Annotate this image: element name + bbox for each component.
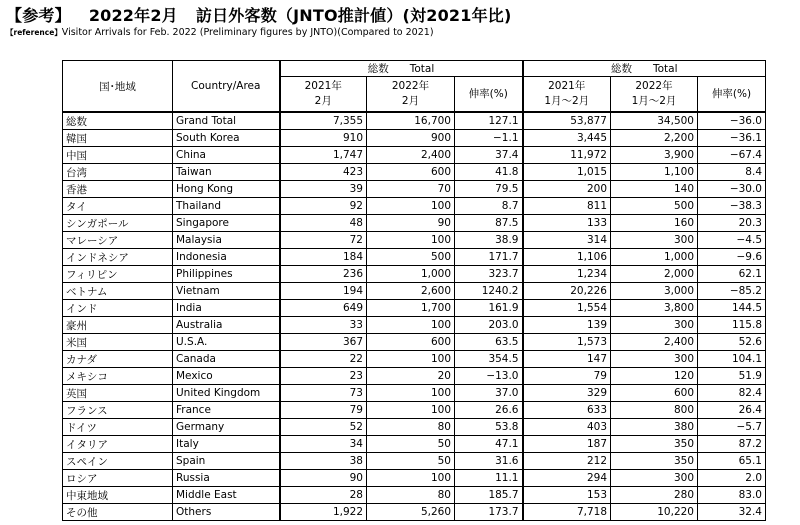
country-en-cell: U.S.A. xyxy=(173,334,280,351)
country-en-cell: Middle East xyxy=(173,487,280,504)
country-en-cell: Canada xyxy=(173,351,280,368)
table-row xyxy=(63,112,766,130)
value-cell: 350 xyxy=(611,453,698,470)
value-cell: 52 xyxy=(280,419,367,436)
country-en-cell: Philippines xyxy=(173,266,280,283)
value-cell: 34,500 xyxy=(611,112,698,130)
region-ja-cell: 中東地域 xyxy=(63,487,173,504)
value-cell: 82.4 xyxy=(698,385,766,402)
table-row xyxy=(63,283,766,300)
table-row xyxy=(63,198,766,215)
value-cell: 16,700 xyxy=(367,112,455,130)
region-ja-cell: スペイン xyxy=(63,453,173,470)
value-cell: 38.9 xyxy=(455,232,523,249)
value-cell: 70 xyxy=(367,181,455,198)
value-cell: 100 xyxy=(367,385,455,402)
value-cell: 37.4 xyxy=(455,147,523,164)
value-cell: 380 xyxy=(611,419,698,436)
value-cell: 153 xyxy=(523,487,611,504)
value-cell: 500 xyxy=(367,249,455,266)
value-cell: −67.4 xyxy=(698,147,766,164)
table-row xyxy=(63,147,766,164)
header-group-feb: 総数 Total xyxy=(280,61,523,77)
value-cell: 20 xyxy=(367,368,455,385)
value-cell: 194 xyxy=(280,283,367,300)
value-cell: 79 xyxy=(523,368,611,385)
value-cell: 83.0 xyxy=(698,487,766,504)
header-growth-janfeb: 伸率(%) xyxy=(698,77,766,113)
value-cell: 300 xyxy=(611,351,698,368)
value-cell: 1,100 xyxy=(611,164,698,181)
value-cell: 354.5 xyxy=(455,351,523,368)
value-cell: 50 xyxy=(367,436,455,453)
country-en-cell: France xyxy=(173,402,280,419)
value-cell: 10,220 xyxy=(611,504,698,521)
value-cell: 23 xyxy=(280,368,367,385)
table-row xyxy=(63,436,766,453)
value-cell: 73 xyxy=(280,385,367,402)
value-cell: 910 xyxy=(280,130,367,147)
value-cell: 100 xyxy=(367,317,455,334)
value-cell: −13.0 xyxy=(455,368,523,385)
value-cell: 37.0 xyxy=(455,385,523,402)
value-cell: 31.6 xyxy=(455,453,523,470)
region-ja-cell: ロシア xyxy=(63,470,173,487)
country-en-cell: Mexico xyxy=(173,368,280,385)
value-cell: 79 xyxy=(280,402,367,419)
country-en-cell: India xyxy=(173,300,280,317)
visitor-arrivals-table xyxy=(62,60,766,521)
value-cell: −5.7 xyxy=(698,419,766,436)
subtitle-reference: 【reference】 xyxy=(6,28,62,37)
value-cell: 173.7 xyxy=(455,504,523,521)
value-cell: 3,800 xyxy=(611,300,698,317)
value-cell: 2.0 xyxy=(698,470,766,487)
value-cell: 100 xyxy=(367,470,455,487)
value-cell: −9.6 xyxy=(698,249,766,266)
value-cell: 633 xyxy=(523,402,611,419)
table-row xyxy=(63,470,766,487)
subtitle-text: Visitor Arrivals for Feb. 2022 (Preliminary figures by JNTO)(Compared to 2021) xyxy=(61,27,434,38)
value-cell: 90 xyxy=(367,215,455,232)
region-ja-cell: 豪州 xyxy=(63,317,173,334)
country-en-cell: South Korea xyxy=(173,130,280,147)
region-ja-cell: ドイツ xyxy=(63,419,173,436)
value-cell: 51.9 xyxy=(698,368,766,385)
value-cell: 1240.2 xyxy=(455,283,523,300)
country-en-cell: Indonesia xyxy=(173,249,280,266)
value-cell: 5,260 xyxy=(367,504,455,521)
country-en-cell: Australia xyxy=(173,317,280,334)
country-en-cell: United Kingdom xyxy=(173,385,280,402)
value-cell: 203.0 xyxy=(455,317,523,334)
value-cell: 115.8 xyxy=(698,317,766,334)
table-row xyxy=(63,385,766,402)
value-cell: 403 xyxy=(523,419,611,436)
value-cell: 26.4 xyxy=(698,402,766,419)
region-ja-cell: 中国 xyxy=(63,147,173,164)
value-cell: 2,400 xyxy=(611,334,698,351)
page-title xyxy=(6,3,530,26)
header-region-ja: 国･地域 xyxy=(63,61,173,113)
value-cell: 53,877 xyxy=(523,112,611,130)
country-en-cell: China xyxy=(173,147,280,164)
value-cell: 65.1 xyxy=(698,453,766,470)
country-en-cell: Hong Kong xyxy=(173,181,280,198)
value-cell: 26.6 xyxy=(455,402,523,419)
value-cell: 8.4 xyxy=(698,164,766,181)
value-cell: 104.1 xyxy=(698,351,766,368)
region-ja-cell: メキシコ xyxy=(63,368,173,385)
value-cell: 79.5 xyxy=(455,181,523,198)
region-ja-cell: 総数 xyxy=(63,112,173,130)
value-cell: 92 xyxy=(280,198,367,215)
value-cell: 7,718 xyxy=(523,504,611,521)
value-cell: 32.4 xyxy=(698,504,766,521)
country-en-cell: Thailand xyxy=(173,198,280,215)
value-cell: 11,972 xyxy=(523,147,611,164)
table-body xyxy=(63,112,766,521)
value-cell: 800 xyxy=(611,402,698,419)
value-cell: −36.1 xyxy=(698,130,766,147)
value-cell: 423 xyxy=(280,164,367,181)
table-row xyxy=(63,249,766,266)
value-cell: 2,400 xyxy=(367,147,455,164)
value-cell: 294 xyxy=(523,470,611,487)
value-cell: −85.2 xyxy=(698,283,766,300)
value-cell: 7,355 xyxy=(280,112,367,130)
table-row xyxy=(63,164,766,181)
value-cell: −36.0 xyxy=(698,112,766,130)
value-cell: 147 xyxy=(523,351,611,368)
value-cell: 11.1 xyxy=(455,470,523,487)
header-2021-janfeb: 2021年 1月～2月 xyxy=(523,77,611,113)
value-cell: 200 xyxy=(523,181,611,198)
region-ja-cell: マレーシア xyxy=(63,232,173,249)
value-cell: 53.8 xyxy=(455,419,523,436)
page-subtitle xyxy=(6,27,434,38)
value-cell: 300 xyxy=(611,470,698,487)
value-cell: 80 xyxy=(367,487,455,504)
value-cell: 1,015 xyxy=(523,164,611,181)
value-cell: 120 xyxy=(611,368,698,385)
table-row xyxy=(63,453,766,470)
value-cell: 2,600 xyxy=(367,283,455,300)
header-group-janfeb: 総数 Total xyxy=(523,61,766,77)
region-ja-cell: インド xyxy=(63,300,173,317)
value-cell: 300 xyxy=(611,232,698,249)
value-cell: 33 xyxy=(280,317,367,334)
value-cell: 300 xyxy=(611,317,698,334)
value-cell: 1,700 xyxy=(367,300,455,317)
value-cell: 314 xyxy=(523,232,611,249)
value-cell: 38 xyxy=(280,453,367,470)
value-cell: 280 xyxy=(611,487,698,504)
region-ja-cell: 英国 xyxy=(63,385,173,402)
table-row xyxy=(63,351,766,368)
value-cell: 100 xyxy=(367,198,455,215)
value-cell: 1,106 xyxy=(523,249,611,266)
country-en-cell: Malaysia xyxy=(173,232,280,249)
value-cell: 62.1 xyxy=(698,266,766,283)
value-cell: 87.5 xyxy=(455,215,523,232)
value-cell: −30.0 xyxy=(698,181,766,198)
value-cell: 171.7 xyxy=(455,249,523,266)
title-main: 訪日外客数（JNTO推計値）(対2021年比) xyxy=(195,6,512,25)
value-cell: 34 xyxy=(280,436,367,453)
value-cell: 1,000 xyxy=(367,266,455,283)
region-ja-cell: 台湾 xyxy=(63,164,173,181)
region-ja-cell: イタリア xyxy=(63,436,173,453)
value-cell: 100 xyxy=(367,402,455,419)
region-ja-cell: その他 xyxy=(63,504,173,521)
value-cell: 323.7 xyxy=(455,266,523,283)
header-country-en: Country/Area xyxy=(173,61,280,113)
title-month: 2022年2月 xyxy=(88,6,178,25)
table-row xyxy=(63,300,766,317)
country-en-cell: Spain xyxy=(173,453,280,470)
country-en-cell: Singapore xyxy=(173,215,280,232)
value-cell: 3,445 xyxy=(523,130,611,147)
table-row xyxy=(63,266,766,283)
value-cell: 1,922 xyxy=(280,504,367,521)
value-cell: −4.5 xyxy=(698,232,766,249)
value-cell: 350 xyxy=(611,436,698,453)
value-cell: 185.7 xyxy=(455,487,523,504)
country-en-cell: Taiwan xyxy=(173,164,280,181)
value-cell: 900 xyxy=(367,130,455,147)
region-ja-cell: インドネシア xyxy=(63,249,173,266)
value-cell: 500 xyxy=(611,198,698,215)
value-cell: 80 xyxy=(367,419,455,436)
value-cell: 52.6 xyxy=(698,334,766,351)
value-cell: 47.1 xyxy=(455,436,523,453)
region-ja-cell: フィリピン xyxy=(63,266,173,283)
value-cell: 3,000 xyxy=(611,283,698,300)
value-cell: 133 xyxy=(523,215,611,232)
title-bracket: 【参考】 xyxy=(6,6,71,25)
value-cell: 90 xyxy=(280,470,367,487)
value-cell: 600 xyxy=(367,164,455,181)
value-cell: 100 xyxy=(367,351,455,368)
value-cell: 28 xyxy=(280,487,367,504)
value-cell: 50 xyxy=(367,453,455,470)
value-cell: 160 xyxy=(611,215,698,232)
value-cell: −1.1 xyxy=(455,130,523,147)
table-row xyxy=(63,402,766,419)
value-cell: 63.5 xyxy=(455,334,523,351)
value-cell: 187 xyxy=(523,436,611,453)
value-cell: 1,234 xyxy=(523,266,611,283)
value-cell: 212 xyxy=(523,453,611,470)
value-cell: 87.2 xyxy=(698,436,766,453)
region-ja-cell: 香港 xyxy=(63,181,173,198)
table-row xyxy=(63,130,766,147)
value-cell: 1,554 xyxy=(523,300,611,317)
value-cell: 329 xyxy=(523,385,611,402)
table-row xyxy=(63,215,766,232)
header-2021-feb: 2021年 2月 xyxy=(280,77,367,113)
value-cell: 184 xyxy=(280,249,367,266)
region-ja-cell: カナダ xyxy=(63,351,173,368)
value-cell: 144.5 xyxy=(698,300,766,317)
header-growth-feb: 伸率(%) xyxy=(455,77,523,113)
country-en-cell: Vietnam xyxy=(173,283,280,300)
value-cell: 20.3 xyxy=(698,215,766,232)
region-ja-cell: シンガポール xyxy=(63,215,173,232)
table-row xyxy=(63,181,766,198)
value-cell: 3,900 xyxy=(611,147,698,164)
country-en-cell: Italy xyxy=(173,436,280,453)
region-ja-cell: ベトナム xyxy=(63,283,173,300)
table-row xyxy=(63,232,766,249)
value-cell: 72 xyxy=(280,232,367,249)
value-cell: 41.8 xyxy=(455,164,523,181)
value-cell: 2,000 xyxy=(611,266,698,283)
country-en-cell: Others xyxy=(173,504,280,521)
value-cell: 2,200 xyxy=(611,130,698,147)
table-row xyxy=(63,504,766,521)
country-en-cell: Germany xyxy=(173,419,280,436)
value-cell: 161.9 xyxy=(455,300,523,317)
header-2022-janfeb: 2022年 1月～2月 xyxy=(611,77,698,113)
value-cell: 649 xyxy=(280,300,367,317)
value-cell: 140 xyxy=(611,181,698,198)
value-cell: 600 xyxy=(367,334,455,351)
value-cell: 39 xyxy=(280,181,367,198)
value-cell: 1,747 xyxy=(280,147,367,164)
country-en-cell: Grand Total xyxy=(173,112,280,130)
value-cell: 127.1 xyxy=(455,112,523,130)
region-ja-cell: 米国 xyxy=(63,334,173,351)
region-ja-cell: 韓国 xyxy=(63,130,173,147)
value-cell: 1,000 xyxy=(611,249,698,266)
value-cell: −38.3 xyxy=(698,198,766,215)
table-row xyxy=(63,334,766,351)
value-cell: 811 xyxy=(523,198,611,215)
region-ja-cell: フランス xyxy=(63,402,173,419)
table-row xyxy=(63,317,766,334)
value-cell: 600 xyxy=(611,385,698,402)
value-cell: 8.7 xyxy=(455,198,523,215)
value-cell: 20,226 xyxy=(523,283,611,300)
table-row xyxy=(63,368,766,385)
value-cell: 1,573 xyxy=(523,334,611,351)
country-en-cell: Russia xyxy=(173,470,280,487)
table-row xyxy=(63,487,766,504)
value-cell: 22 xyxy=(280,351,367,368)
header-2022-feb: 2022年 2月 xyxy=(367,77,455,113)
value-cell: 48 xyxy=(280,215,367,232)
value-cell: 367 xyxy=(280,334,367,351)
table-row xyxy=(63,419,766,436)
value-cell: 236 xyxy=(280,266,367,283)
value-cell: 139 xyxy=(523,317,611,334)
region-ja-cell: タイ xyxy=(63,198,173,215)
value-cell: 100 xyxy=(367,232,455,249)
